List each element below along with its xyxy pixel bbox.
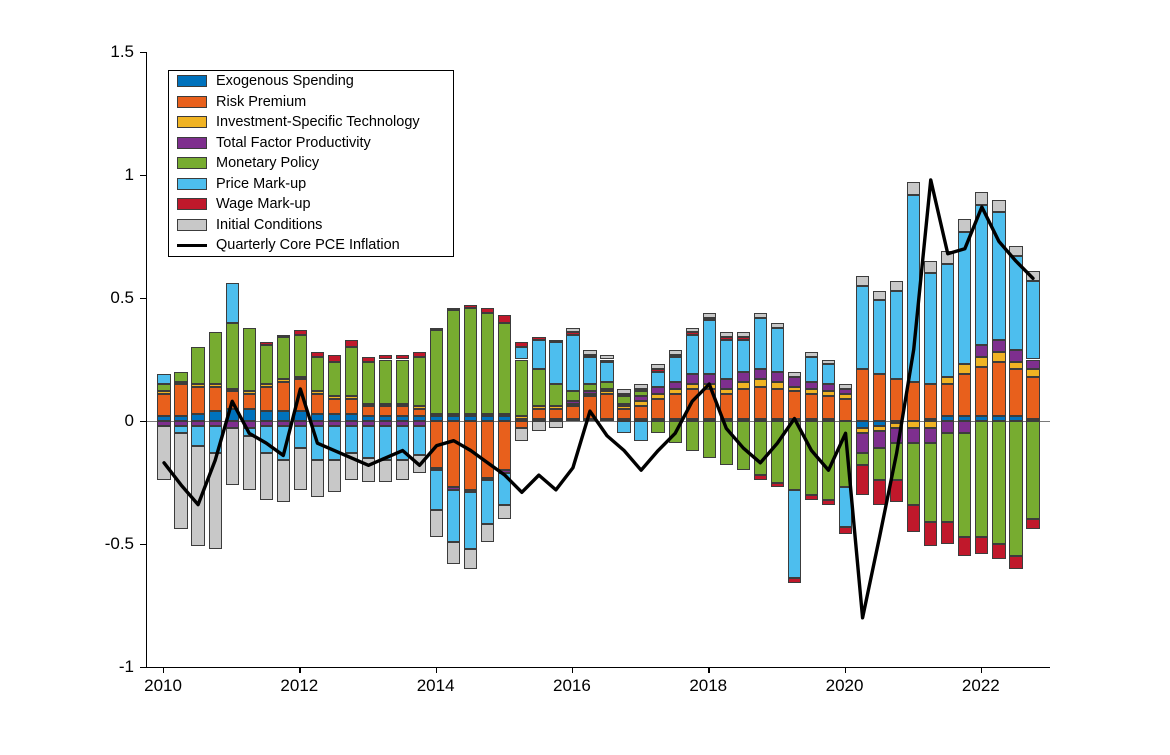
legend-item-label: Price Mark-up	[216, 175, 307, 192]
legend-item	[169, 215, 453, 236]
y-tick-mark	[140, 52, 146, 53]
x-tick-label: 2022	[961, 676, 1000, 695]
legend-item	[169, 112, 453, 133]
legend-item	[169, 92, 453, 113]
x-tick-mark	[572, 667, 573, 673]
x-tick-mark	[981, 667, 982, 673]
x-tick-label: 2010	[144, 676, 182, 695]
x-tick-mark	[163, 667, 164, 673]
legend-item-label: Investment-Specific Technology	[216, 114, 420, 131]
legend-item	[169, 194, 453, 215]
legend-color-swatch	[177, 75, 207, 87]
x-tick-mark	[436, 667, 437, 673]
legend-color-swatch	[177, 157, 207, 169]
legend-item	[169, 174, 453, 195]
y-tick-label: 1	[124, 165, 134, 184]
y-tick-label: -1	[118, 657, 134, 676]
y-tick-mark	[140, 421, 146, 422]
x-tick-mark	[845, 667, 846, 673]
y-tick-mark	[140, 544, 146, 545]
y-tick-mark	[140, 298, 146, 299]
x-tick-label: 2020	[825, 676, 864, 695]
y-tick-label: 0.5	[110, 288, 134, 307]
x-tick-mark	[708, 667, 709, 673]
legend-item-label: Quarterly Core PCE Inflation	[216, 237, 400, 254]
legend-item-label: Monetary Policy	[216, 155, 320, 172]
legend-item-label: Wage Mark-up	[216, 196, 311, 213]
legend-color-swatch	[177, 116, 207, 128]
legend-color-swatch	[177, 96, 207, 108]
y-tick-label: 0	[124, 411, 134, 430]
legend-item	[169, 153, 453, 174]
legend-item-label: Exogenous Spending	[216, 73, 354, 90]
x-tick-label: 2018	[689, 676, 728, 695]
y-tick-mark	[140, 175, 146, 176]
x-tick-label: 2016	[553, 676, 591, 695]
legend-line-swatch	[177, 244, 207, 247]
legend-color-swatch	[177, 219, 207, 231]
y-tick-mark	[140, 667, 146, 668]
chart-legend	[168, 70, 454, 257]
legend-item-label: Total Factor Productivity	[216, 134, 371, 151]
y-tick-label: 1.5	[110, 42, 134, 61]
legend-item	[169, 235, 453, 256]
legend-color-swatch	[177, 137, 207, 149]
x-tick-label: 2012	[280, 676, 319, 695]
y-tick-label: -0.5	[104, 534, 134, 553]
x-tick-mark	[299, 667, 300, 673]
legend-item-label: Risk Premium	[216, 93, 307, 110]
x-tick-label: 2014	[416, 676, 455, 695]
legend-item-label: Initial Conditions	[216, 216, 323, 233]
legend-item	[169, 133, 453, 154]
legend-color-swatch	[177, 178, 207, 190]
legend-item	[169, 71, 453, 92]
legend-color-swatch	[177, 198, 207, 210]
